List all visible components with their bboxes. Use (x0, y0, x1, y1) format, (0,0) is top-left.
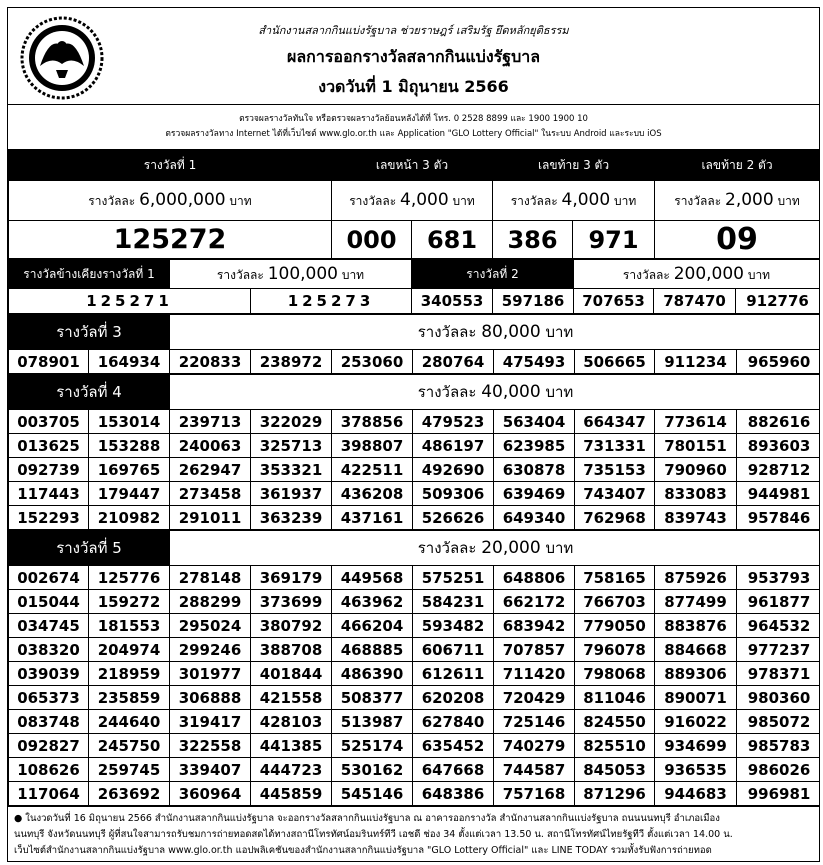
back2-title: เลขท้าย 2 ตัว (655, 151, 820, 181)
fifth-prize-number: 648386 (413, 782, 494, 806)
info-line-phone: ตรวจผลรางวัลทันใจ หรือตรวจผลรางวัลย้อนหลังได้ที่ โทร. 0 2528 8899 และ 1900 1900 10 (239, 114, 588, 124)
fourth-prize-number: 773614 (655, 410, 737, 434)
fifth-prize-number: 796078 (575, 638, 655, 662)
third-prize-table (8, 314, 820, 374)
fourth-prize-number: 273458 (170, 482, 251, 506)
fifth-prize-number: 038320 (9, 638, 89, 662)
fourth-prize-number: 509306 (413, 482, 494, 506)
third-prize-title: รางวัลที่ 3 (9, 315, 170, 350)
fifth-prize-number: 845053 (575, 758, 655, 782)
fifth-prize-row (9, 782, 821, 806)
fifth-prize-number: 339407 (170, 758, 251, 782)
fifth-prize-number: 444723 (251, 758, 332, 782)
fifth-prize-number: 627840 (413, 710, 494, 734)
fifth-prize-number: 964532 (737, 614, 821, 638)
fifth-prize-number: 108626 (9, 758, 89, 782)
fourth-prize-number: 117443 (9, 482, 89, 506)
third-prize-number: 078901 (9, 350, 89, 374)
draw-date: งวดวันที่ 1 มิถุนายน 2566 (318, 77, 509, 96)
third-prize-number: 506665 (575, 350, 655, 374)
fifth-prize-row (9, 662, 821, 686)
fifth-prize-number: 288299 (170, 590, 251, 614)
fourth-prize-number: 240063 (170, 434, 251, 458)
second-prize-number: 912776 (736, 289, 820, 314)
fourth-prize-number: 664347 (575, 410, 655, 434)
fourth-prize-number: 492690 (413, 458, 494, 482)
fifth-prize-number: 593482 (413, 614, 494, 638)
fifth-prize-number: 811046 (575, 686, 655, 710)
fourth-prize-number: 210982 (89, 506, 170, 530)
fifth-prize-number: 244640 (89, 710, 170, 734)
fifth-prize-number: 683942 (494, 614, 575, 638)
fifth-prize-number: 766703 (575, 590, 655, 614)
fifth-prize-number: 996981 (737, 782, 821, 806)
fifth-prize-number: 065373 (9, 686, 89, 710)
fourth-prize-number: 928712 (737, 458, 821, 482)
fifth-prize-number: 977237 (737, 638, 821, 662)
fifth-prize-number: 235859 (89, 686, 170, 710)
fourth-prize-number: 944981 (737, 482, 821, 506)
second-prize-title: รางวัลที่ 2 (412, 260, 574, 289)
fifth-prize-number: 889306 (655, 662, 737, 686)
fifth-prize-number: 259745 (89, 758, 170, 782)
fifth-prize-number: 647668 (413, 758, 494, 782)
fifth-prize-number: 401844 (251, 662, 332, 686)
fifth-prize-number: 034745 (9, 614, 89, 638)
fifth-prize-number: 824550 (575, 710, 655, 734)
third-prize-row (9, 350, 821, 374)
fifth-prize-number: 278148 (170, 566, 251, 590)
fourth-prize-number: 833083 (655, 482, 737, 506)
fifth-prize-number: 720429 (494, 686, 575, 710)
fifth-prize-number: 441385 (251, 734, 332, 758)
third-prize-amount: รางวัลละ 80,000 บาท (170, 315, 821, 350)
fifth-prize-number: 263692 (89, 782, 170, 806)
back3-title: เลขท้าย 3 ตัว (493, 151, 655, 181)
fourth-prize-number: 378856 (332, 410, 413, 434)
footer-line: ● ในงวดวันที่ 16 มิถุนายน 2566 สำนักงานสลากกินแบ่งรัฐบาล จะออกรางวัลสลากกินแบ่งรัฐบาล ณ อาคารออกรางวัล สำนักงานสลากกินแบ่งรัฐบาล ถนนนนทบุรี อำเภอเมือง (14, 813, 720, 824)
fourth-prize-number: 649340 (494, 506, 575, 530)
fifth-prize-number: 015044 (9, 590, 89, 614)
fifth-prize-number: 620208 (413, 686, 494, 710)
first-prize-number: 125272 (9, 221, 332, 259)
fifth-prize-number: 545146 (332, 782, 413, 806)
fifth-prize-number: 953793 (737, 566, 821, 590)
fourth-prize-number: 563404 (494, 410, 575, 434)
fifth-prize-number: 883876 (655, 614, 737, 638)
fourth-prize-number: 780151 (655, 434, 737, 458)
fifth-prize-rows (9, 566, 821, 806)
fourth-prize-number: 630878 (494, 458, 575, 482)
fourth-prize-number: 291011 (170, 506, 251, 530)
fifth-prize-number: 648806 (494, 566, 575, 590)
fifth-prize-number: 218959 (89, 662, 170, 686)
fifth-prize-number: 092827 (9, 734, 89, 758)
front3-title: เลขหน้า 3 ตัว (332, 151, 493, 181)
near-prize-amount: รางวัลละ 100,000 บาท (170, 260, 412, 289)
front3-number: 000 (332, 221, 412, 259)
third-prize-number: 911234 (655, 350, 737, 374)
third-prize-number: 475493 (494, 350, 575, 374)
fifth-prize-row (9, 710, 821, 734)
fourth-prize-amount: รางวัลละ 40,000 บาท (170, 375, 821, 410)
header (8, 8, 819, 105)
fourth-prize-number: 262947 (170, 458, 251, 482)
info-box (8, 105, 819, 150)
third-prize-number: 164934 (89, 350, 170, 374)
fifth-prize-number: 884668 (655, 638, 737, 662)
fifth-prize-number: 513987 (332, 710, 413, 734)
fifth-prize-number: 380792 (251, 614, 332, 638)
fourth-prize-number: 436208 (332, 482, 413, 506)
fifth-prize-table (8, 530, 820, 806)
fifth-prize-number: 725146 (494, 710, 575, 734)
fourth-prize-number: 743407 (575, 482, 655, 506)
second-prize-number: 707653 (574, 289, 654, 314)
fourth-prize-row (9, 482, 821, 506)
fourth-prize-number: 479523 (413, 410, 494, 434)
second-prize-number: 787470 (654, 289, 736, 314)
fifth-prize-number: 961877 (737, 590, 821, 614)
fourth-prize-number: 735153 (575, 458, 655, 482)
fifth-prize-number: 875926 (655, 566, 737, 590)
fourth-prize-number: 893603 (737, 434, 821, 458)
fifth-prize-number: 662172 (494, 590, 575, 614)
fourth-prize-number: 882616 (737, 410, 821, 434)
fifth-prize-number: 744587 (494, 758, 575, 782)
fifth-prize-number: 181553 (89, 614, 170, 638)
fourth-prize-number: 790960 (655, 458, 737, 482)
fifth-prize-number: 825510 (575, 734, 655, 758)
fourth-prize-number: 839743 (655, 506, 737, 530)
fifth-prize-row (9, 758, 821, 782)
fifth-prize-number: 877499 (655, 590, 737, 614)
fifth-prize-number: 301977 (170, 662, 251, 686)
fifth-prize-number: 584231 (413, 590, 494, 614)
fifth-prize-number: 449568 (332, 566, 413, 590)
fourth-prize-number: 957846 (737, 506, 821, 530)
fifth-prize-number: 295024 (170, 614, 251, 638)
fifth-prize-number: 985783 (737, 734, 821, 758)
back3-number: 386 (493, 221, 573, 259)
fifth-prize-amount: รางวัลละ 20,000 บาท (170, 531, 821, 566)
front3-amount: รางวัลละ 4,000 บาท (332, 181, 493, 221)
fifth-prize-number: 798068 (575, 662, 655, 686)
fifth-prize-number: 125776 (89, 566, 170, 590)
fifth-prize-row (9, 686, 821, 710)
fourth-prize-number: 437161 (332, 506, 413, 530)
fifth-prize-number: 204974 (89, 638, 170, 662)
fourth-prize-title: รางวัลที่ 4 (9, 375, 170, 410)
fifth-prize-number: 445859 (251, 782, 332, 806)
fifth-prize-row (9, 734, 821, 758)
fifth-prize-number: 740279 (494, 734, 575, 758)
fourth-prize-number: 325713 (251, 434, 332, 458)
fourth-prize-number: 486197 (413, 434, 494, 458)
fifth-prize-number: 606711 (413, 638, 494, 662)
front3-number: 681 (412, 221, 493, 259)
fifth-prize-row (9, 614, 821, 638)
fifth-prize-row (9, 638, 821, 662)
third-prize-number: 220833 (170, 350, 251, 374)
fifth-prize-number: 757168 (494, 782, 575, 806)
fourth-prize-number: 013625 (9, 434, 89, 458)
back2-number: 09 (655, 221, 820, 259)
fifth-prize-number: 373699 (251, 590, 332, 614)
fifth-prize-number: 369179 (251, 566, 332, 590)
footer-line: นนทบุรี จังหวัดนนทบุรี ผู้ที่สนใจสามารถรับชมการถ่ายทอดสดได้ทางสถานีโทรทัศน์อมรินทร์ทีวี เอชดี ช่อง 34 ตั้งแต่เวลา 13.50 น. สถานีโทรทัศน์ไทยรัฐทีวี ตั้งแต่เวลา 14.00 น. (14, 829, 733, 840)
fourth-prize-row (9, 458, 821, 482)
fourth-prize-number: 353321 (251, 458, 332, 482)
fifth-prize-row (9, 590, 821, 614)
fifth-prize-number: 002674 (9, 566, 89, 590)
near-prize-title: รางวัลข้างเคียงรางวัลที่ 1 (9, 260, 170, 289)
second-prize-amount: รางวัลละ 200,000 บาท (574, 260, 820, 289)
near-second-table (8, 259, 820, 314)
third-prize-number: 238972 (251, 350, 332, 374)
fourth-prize-number: 731331 (575, 434, 655, 458)
fourth-prize-number: 526626 (413, 506, 494, 530)
fifth-prize-number: 117064 (9, 782, 89, 806)
fifth-prize-number: 083748 (9, 710, 89, 734)
fifth-prize-title: รางวัลที่ 5 (9, 531, 170, 566)
fifth-prize-number: 575251 (413, 566, 494, 590)
fourth-prize-row (9, 434, 821, 458)
third-prize-number: 253060 (332, 350, 413, 374)
fourth-prize-number: 003705 (9, 410, 89, 434)
fifth-prize-number: 978371 (737, 662, 821, 686)
footer-notice (8, 806, 819, 862)
fourth-prize-number: 169765 (89, 458, 170, 482)
fourth-prize-rows (9, 410, 821, 530)
back2-amount: รางวัลละ 2,000 บาท (655, 181, 820, 221)
fifth-prize-row (9, 566, 821, 590)
header-title: ผลการออกรางวัลสลากกินแบ่งรัฐบาล (286, 47, 541, 66)
fourth-prize-row (9, 506, 821, 530)
fifth-prize-number: 871296 (575, 782, 655, 806)
first-prize-amount: รางวัลละ 6,000,000 บาท (9, 181, 332, 221)
fourth-prize-number: 623985 (494, 434, 575, 458)
fifth-prize-number: 916022 (655, 710, 737, 734)
fifth-prize-number: 421558 (251, 686, 332, 710)
fifth-prize-number: 039039 (9, 662, 89, 686)
fifth-prize-number: 711420 (494, 662, 575, 686)
fifth-prize-number: 525174 (332, 734, 413, 758)
fourth-prize-number: 762968 (575, 506, 655, 530)
fifth-prize-number: 299246 (170, 638, 251, 662)
third-prize-number: 280764 (413, 350, 494, 374)
footer-line: เว็บไซต์สำนักงานสลากกินแบ่งรัฐบาล www.glo.or.th แอปพลิเคชันของสำนักงานสลากกินแบ่งรัฐบาล "GLO Lottery Official" และ LINE TODAY รวมทั้งรับฟังการถ่ายทอด (14, 845, 712, 856)
second-prize-number: 340553 (412, 289, 493, 314)
fourth-prize-number: 179447 (89, 482, 170, 506)
third-prize-number: 965960 (737, 350, 821, 374)
header-subtitle: สำนักงานสลากกินแบ่งรัฐบาล ช่วยราษฎร์ เสริมรัฐ ยึดหลักยุติธรรม (258, 24, 569, 37)
fifth-prize-number: 890071 (655, 686, 737, 710)
second-prize-number: 597186 (493, 289, 574, 314)
fifth-prize-number: 463962 (332, 590, 413, 614)
fifth-prize-number: 980360 (737, 686, 821, 710)
fourth-prize-number: 239713 (170, 410, 251, 434)
fourth-prize-number: 322029 (251, 410, 332, 434)
fifth-prize-number: 985072 (737, 710, 821, 734)
fifth-prize-number: 758165 (575, 566, 655, 590)
fifth-prize-number: 468885 (332, 638, 413, 662)
fourth-prize-number: 152293 (9, 506, 89, 530)
fifth-prize-number: 936535 (655, 758, 737, 782)
fifth-prize-number: 508377 (332, 686, 413, 710)
fifth-prize-number: 319417 (170, 710, 251, 734)
fifth-prize-number: 779050 (575, 614, 655, 638)
fourth-prize-number: 153288 (89, 434, 170, 458)
fifth-prize-number: 934699 (655, 734, 737, 758)
first-prize-title: รางวัลที่ 1 (9, 151, 332, 181)
fifth-prize-number: 388708 (251, 638, 332, 662)
top-prizes-table (8, 150, 820, 259)
fourth-prize-number: 639469 (494, 482, 575, 506)
fourth-prize-row (9, 410, 821, 434)
fifth-prize-number: 530162 (332, 758, 413, 782)
fourth-prize-table (8, 374, 820, 530)
fifth-prize-number: 986026 (737, 758, 821, 782)
fifth-prize-number: 612611 (413, 662, 494, 686)
fourth-prize-number: 422511 (332, 458, 413, 482)
fifth-prize-number: 322558 (170, 734, 251, 758)
fifth-prize-number: 159272 (89, 590, 170, 614)
fifth-prize-number: 306888 (170, 686, 251, 710)
info-line-internet: ตรวจผลรางวัลทาง Internet ได้ที่เว็บไซต์ www.glo.or.th และ Application "GLO Lottery Official" ในระบบ Android และระบบ iOS (165, 129, 662, 139)
near-prize-number: 125273 (251, 289, 412, 314)
fifth-prize-number: 486390 (332, 662, 413, 686)
near-prize-number: 125271 (9, 289, 251, 314)
fourth-prize-number: 092739 (9, 458, 89, 482)
fifth-prize-number: 428103 (251, 710, 332, 734)
fifth-prize-number: 635452 (413, 734, 494, 758)
fourth-prize-number: 361937 (251, 482, 332, 506)
back3-number: 971 (573, 221, 655, 259)
fifth-prize-number: 707857 (494, 638, 575, 662)
fifth-prize-number: 245750 (89, 734, 170, 758)
back3-amount: รางวัลละ 4,000 บาท (493, 181, 655, 221)
fifth-prize-number: 466204 (332, 614, 413, 638)
fifth-prize-number: 944683 (655, 782, 737, 806)
fourth-prize-number: 398807 (332, 434, 413, 458)
fourth-prize-number: 153014 (89, 410, 170, 434)
fourth-prize-number: 363239 (251, 506, 332, 530)
lottery-result-sheet (7, 7, 820, 862)
fifth-prize-number: 360964 (170, 782, 251, 806)
